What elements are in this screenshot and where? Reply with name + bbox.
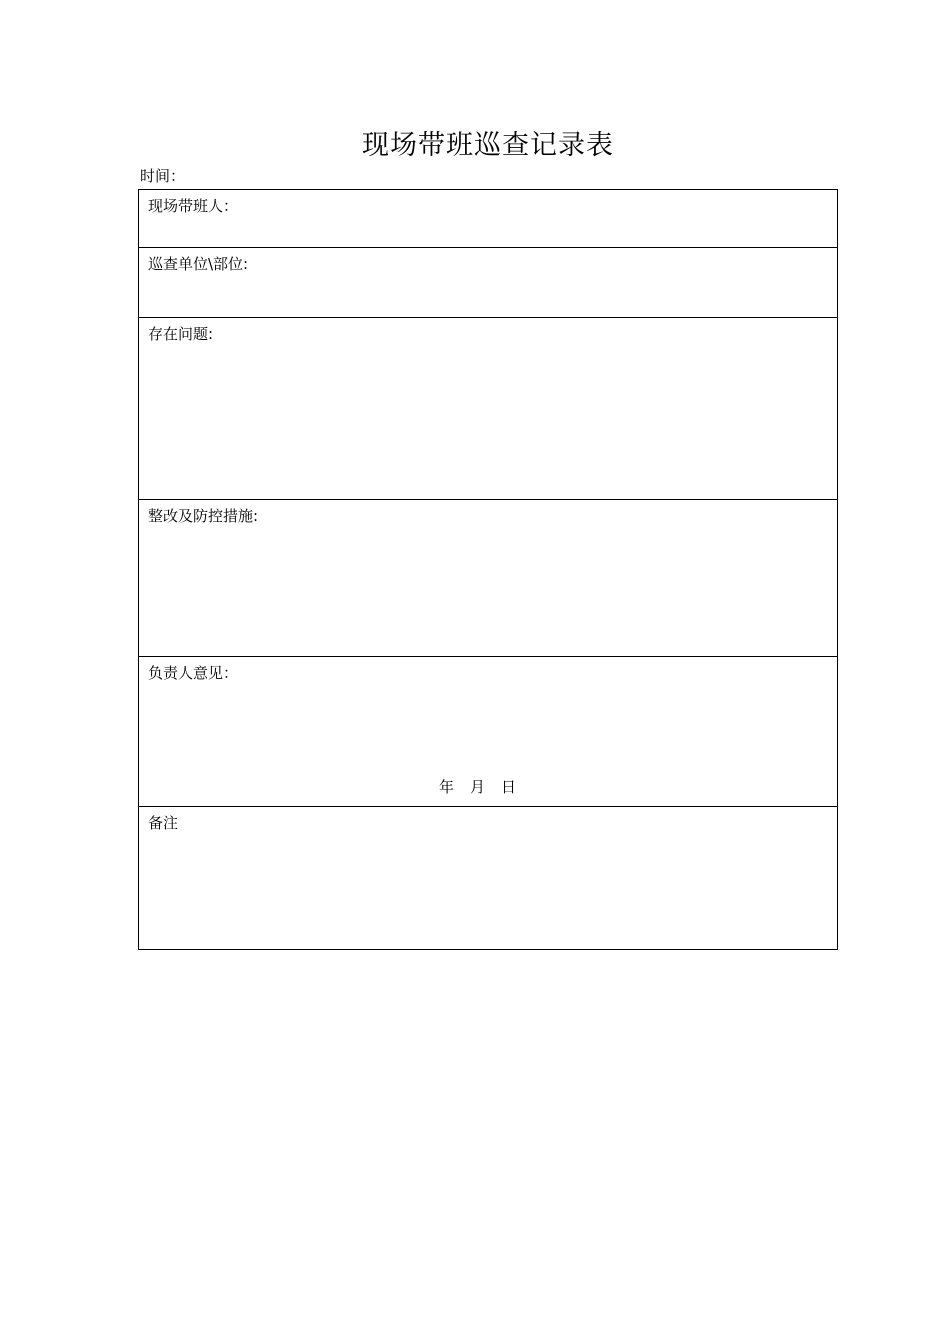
date-year: 年 bbox=[439, 778, 455, 796]
unit-row[interactable] bbox=[139, 248, 837, 318]
remarks-row[interactable] bbox=[139, 807, 837, 949]
date-day: 日 bbox=[501, 778, 517, 796]
issues-row[interactable] bbox=[139, 318, 837, 500]
page-title: 现场带班巡查记录表 bbox=[362, 130, 614, 161]
measures-row[interactable] bbox=[139, 500, 837, 657]
leader-label: 现场带班人： bbox=[148, 197, 239, 215]
patrol-record-form bbox=[138, 189, 838, 950]
measures-label: 整改及防控措施: bbox=[148, 507, 259, 525]
opinion-label: 负责人意见： bbox=[148, 664, 239, 682]
remarks-label: 备注 bbox=[148, 814, 179, 832]
leader-row[interactable] bbox=[139, 190, 837, 248]
issues-label: 存在问题: bbox=[148, 325, 214, 343]
unit-label: 巡查单位\部位: bbox=[148, 255, 249, 273]
signature-date bbox=[439, 776, 516, 798]
date-month: 月 bbox=[470, 778, 486, 796]
time-label: 时间： bbox=[140, 167, 186, 185]
opinion-row[interactable] bbox=[139, 657, 837, 807]
